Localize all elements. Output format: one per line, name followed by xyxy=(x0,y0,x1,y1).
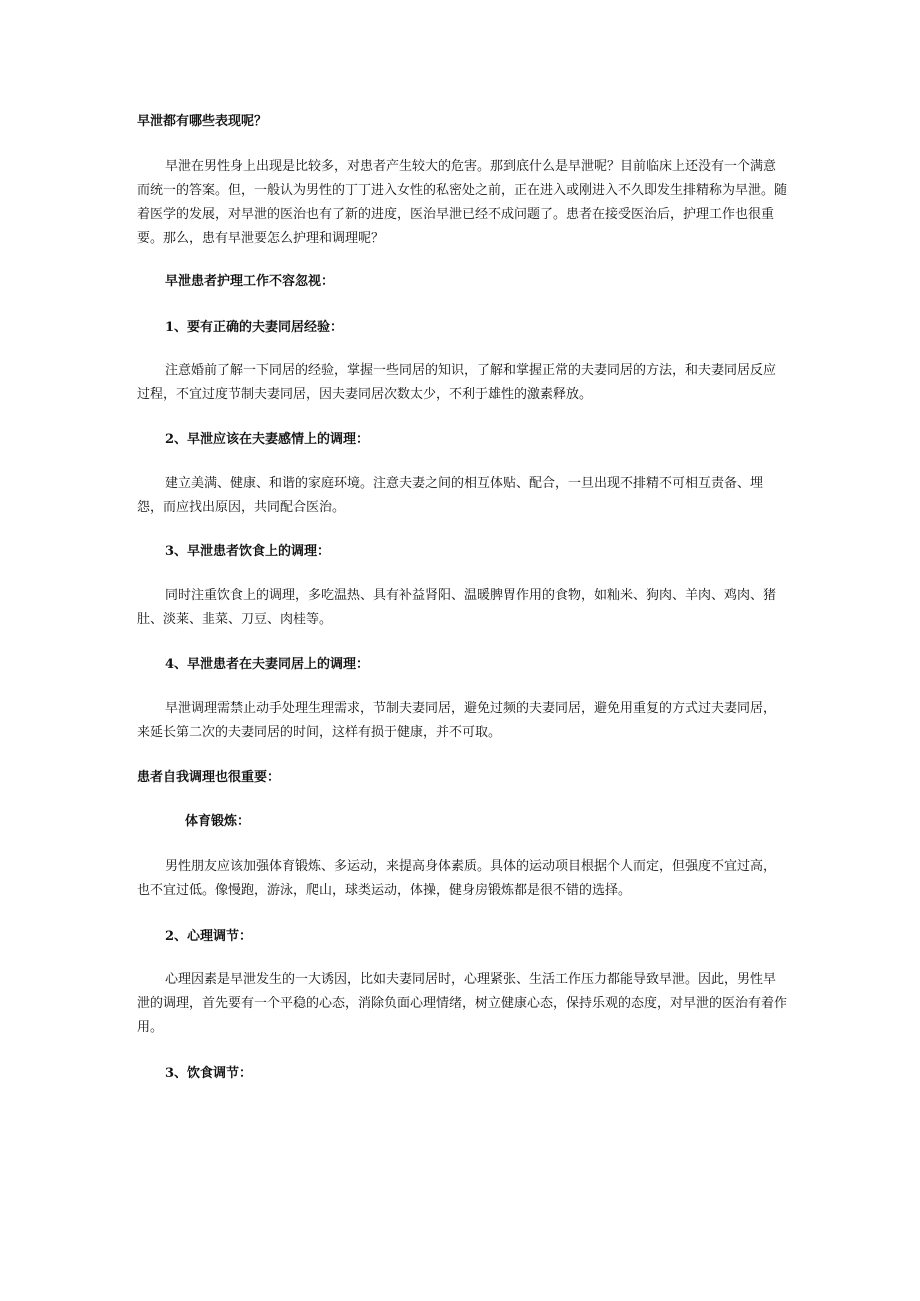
section-heading-nursing: 早泄患者护理工作不容忽视： xyxy=(165,274,335,289)
sub-paragraph-exercise: 男性朋友应该加强体育锻炼、多运动，来提高身体素质。具体的运动项目根据个人而定，但强度不宜过高，也不宜过低。像慢跑，游泳，爬山，球类运动，体操，健身房锻炼都是很不错的选择。 xyxy=(137,859,777,898)
item-paragraph-4: 早泄调理需禁止动手处理生理需求，节制夫妻同居，避免过频的夫妻同居，避免用重复的方式过夫妻同居，来延长第二次的夫妻同居的时间，这样有损于健康，并不可取。 xyxy=(137,701,777,740)
item-heading-1: 1、要有正确的夫妻同居经验： xyxy=(165,320,344,335)
item-heading-2: 2、早泄应该在夫妻感情上的调理： xyxy=(165,432,370,447)
sub-heading-diet: 3、饮食调节： xyxy=(165,1066,253,1081)
item-paragraph-1: 注意婚前了解一下同居的经验，掌握一些同居的知识，了解和掌握正常的夫妻同居的方法，和夫妻同居反应过程，不宜过度节制夫妻同居，因夫妻同居次数太少，不利于雄性的激素释放。 xyxy=(137,363,777,402)
intro-paragraph: 早泄在男性身上出现是比较多，对患者产生较大的危害。那到底什么是早泄呢？目前临床上还没有一个满意而统一的答案。但，一般认为男性的丁丁进入女性的私密处之前，正在进入或刚进入不久即发生排精称为早泄。随着医学的发展，对早泄的医治也有了新的进度，医治早泄已经不成问题了。患者在接受医治后，护理工作也很重要。那么，患有早泄要怎么护理和调理呢？ xyxy=(137,159,788,246)
section-heading-self-care: 患者自我调理也很重要： xyxy=(137,770,281,785)
item-heading-4: 4、早泄患者在夫妻同居上的调理： xyxy=(165,657,370,672)
sub-heading-exercise: 体育锻炼： xyxy=(185,814,251,829)
sub-paragraph-mental: 心理因素是早泄发生的一大诱因，比如夫妻同居时，心理紧张、生活工作压力都能导致早泄。因此，男性早泄的调理，首先要有一个平稳的心态，消除负面心理情绪，树立健康心态，保持乐观的态度，对早泄的医治有着作用。 xyxy=(137,972,788,1035)
item-paragraph-3: 同时注重饮食上的调理，多吃温热、具有补益肾阳、温暖脾胃作用的食物，如籼米、狗肉、羊肉、鸡肉、猪肚、淡莱、韭菜、刀豆、肉桂等。 xyxy=(137,588,777,627)
sub-heading-mental: 2、心理调节： xyxy=(165,929,253,944)
document-title: 早泄都有哪些表现呢？ xyxy=(137,114,268,129)
item-heading-3: 3、早泄患者饮食上的调理： xyxy=(165,544,331,559)
item-paragraph-2: 建立美满、健康、和谐的家庭环境。注意夫妻之间的相互体贴、配合，一旦出现不排精不可相互责备、埋怨，而应找出原因，共同配合医治。 xyxy=(137,476,764,515)
